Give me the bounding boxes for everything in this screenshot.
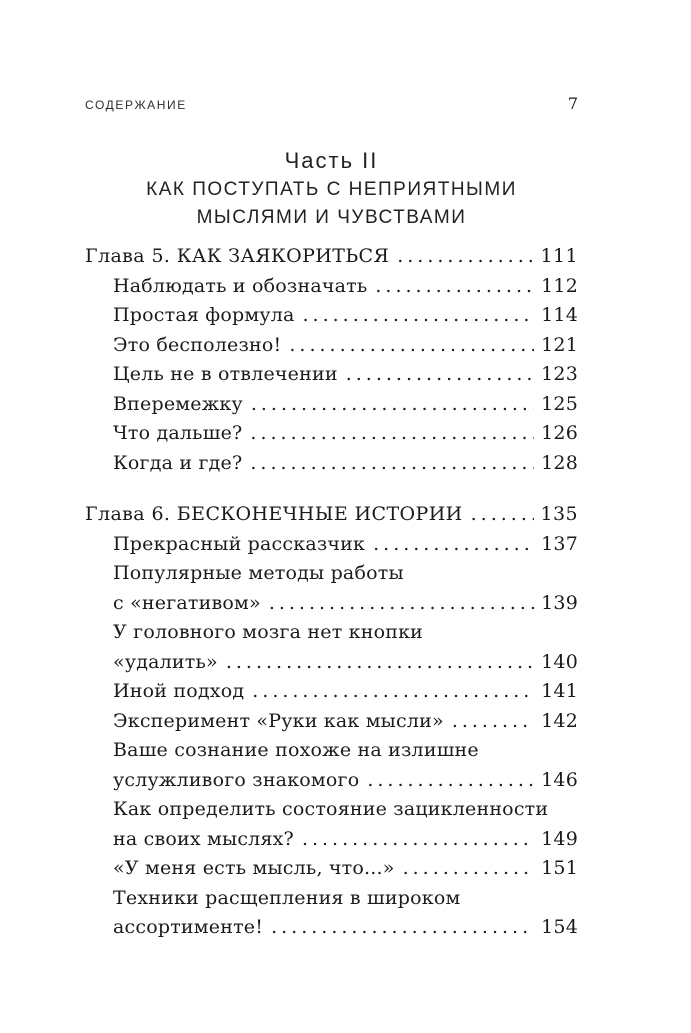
- dot-leader: [302, 825, 534, 855]
- toc-page-number: 114: [541, 304, 578, 326]
- dot-leader: [403, 854, 535, 884]
- part-heading: [85, 146, 578, 232]
- toc-page-number: 140: [541, 650, 578, 673]
- toc-page-number: 123: [541, 363, 578, 385]
- toc-entry-text: услужливого знакомого: [113, 768, 360, 791]
- dot-leader: [303, 301, 535, 331]
- part-heading-line3: МЫСЛЯМИ И ЧУВСТВАМИ: [196, 207, 467, 228]
- toc-entry-text: Иной подход: [113, 680, 245, 702]
- toc-entry-line: [113, 736, 578, 766]
- toc-entry-line: [113, 419, 578, 449]
- toc-page-number: 128: [541, 451, 578, 474]
- toc-entry-line: [113, 589, 578, 619]
- toc-page-number: 126: [541, 422, 578, 444]
- toc-chapter-entry: [85, 242, 578, 272]
- dot-leader: [271, 913, 534, 943]
- toc-entry-text: Эксперимент «Руки как мысли»: [113, 709, 444, 732]
- toc-page-number: 137: [541, 532, 578, 555]
- toc-entry-text: Прекрасный рассказчик: [113, 532, 366, 555]
- toc-entry-line: [85, 500, 578, 530]
- toc-entry: [85, 795, 578, 854]
- toc-entry-text: на своих мыслях?: [113, 827, 294, 850]
- dot-leader: [250, 449, 534, 479]
- toc-entry: [85, 736, 578, 795]
- toc-entry-line: [113, 766, 578, 796]
- toc-entry-line: [113, 530, 578, 560]
- toc-entry-text: У головного мозга нет кнопки: [113, 621, 424, 643]
- toc-entry-text: Когда и где?: [113, 451, 243, 474]
- toc-entry: [85, 390, 578, 420]
- toc-entry-text: Глава 6. БЕСКОНЕЧНЫЕ ИСТОРИИ: [85, 503, 463, 525]
- page-number: 7: [567, 94, 578, 113]
- toc-entry-line: [113, 854, 578, 884]
- toc-entry: [85, 559, 578, 618]
- toc-entry: [85, 301, 578, 331]
- toc-entry-line: [113, 331, 578, 361]
- toc-entry-text: Цель не в отвлечении: [113, 363, 338, 385]
- toc-entry-text: Популярные методы работы: [113, 562, 404, 584]
- toc-entry-text: Глава 5. КАК ЗАЯКОРИТЬСЯ: [85, 245, 390, 267]
- toc-entry-text: Как определить состояние зацикленности: [113, 798, 549, 820]
- dot-leader: [226, 648, 534, 678]
- toc-entry-text: Ваше сознание похоже на излишне: [113, 739, 479, 761]
- dot-leader: [373, 530, 534, 560]
- toc-section: [85, 500, 578, 943]
- toc-entry: [85, 331, 578, 361]
- toc-entry-line: [113, 648, 578, 678]
- dot-leader: [289, 331, 534, 361]
- toc-entry-text: «У меня есть мысль, что...»: [113, 857, 395, 879]
- dot-leader: [252, 677, 534, 707]
- toc-entry-line: [113, 677, 578, 707]
- toc-entry-line: [113, 618, 578, 648]
- toc-entry: [85, 419, 578, 449]
- part-heading-line2: КАК ПОСТУПАТЬ С НЕПРИЯТНЫМИ: [146, 179, 517, 200]
- toc-entry-text: Простая формула: [113, 304, 295, 326]
- toc-entry: [85, 272, 578, 302]
- toc-entry-text: Наблюдать и обозначать: [113, 274, 368, 297]
- toc-entry-line: [113, 795, 578, 825]
- dot-leader: [452, 707, 534, 737]
- toc-page-number: 142: [541, 709, 578, 732]
- toc-page-number: 149: [541, 827, 578, 850]
- toc-entry-line: [113, 390, 578, 420]
- toc-entry-text: ассортименте!: [113, 916, 264, 938]
- toc-entry: [85, 884, 578, 943]
- toc-page-number: 151: [541, 857, 578, 879]
- toc-page-number: 154: [541, 916, 578, 938]
- toc-entry-line: [113, 301, 578, 331]
- toc-page-number: 146: [541, 768, 578, 791]
- toc-page-number: 141: [541, 680, 578, 702]
- dot-leader: [471, 500, 534, 530]
- toc-entry-line: [113, 825, 578, 855]
- toc-entry-text: Техники расщепления в широком: [113, 886, 461, 909]
- toc-entry-line: [113, 559, 578, 589]
- toc-entry-text: «удалить»: [113, 650, 218, 673]
- toc-entry: [85, 677, 578, 707]
- dot-leader: [397, 242, 533, 272]
- toc-entry: [85, 360, 578, 390]
- toc-entry-line: [85, 242, 578, 272]
- toc-page-number: 112: [541, 274, 578, 297]
- toc-entry-text: Что дальше?: [113, 422, 243, 444]
- toc-page-number: 111: [540, 245, 578, 267]
- toc-page-number: 125: [541, 392, 578, 415]
- dot-leader: [269, 589, 534, 619]
- dot-leader: [367, 766, 534, 796]
- toc-entry: [85, 854, 578, 884]
- dot-leader: [251, 390, 534, 420]
- toc-page-number: 135: [540, 503, 578, 525]
- toc-entry-line: [113, 272, 578, 302]
- toc-entry: [85, 618, 578, 677]
- toc-entry-line: [113, 449, 578, 479]
- toc-entry: [85, 707, 578, 737]
- toc-entry-text: Вперемежку: [113, 392, 243, 415]
- toc-page-number: 139: [541, 591, 578, 614]
- toc-entry-text: с «негативом»: [113, 591, 261, 614]
- dot-leader: [346, 360, 534, 390]
- toc-entry-line: [113, 913, 578, 943]
- toc-entry-line: [113, 884, 578, 914]
- toc-list: [85, 242, 578, 943]
- part-heading-line1: Часть II: [284, 148, 379, 173]
- toc-entry-line: [113, 360, 578, 390]
- toc-entry: [85, 449, 578, 479]
- toc-entry-line: [113, 707, 578, 737]
- running-head-title: СОДЕРЖАНИЕ: [85, 98, 187, 112]
- dot-leader: [375, 272, 534, 302]
- dot-leader: [250, 419, 534, 449]
- toc-section: [85, 242, 578, 478]
- toc-entry: [85, 530, 578, 560]
- toc-chapter-entry: [85, 500, 578, 530]
- toc-entry-text: Это бесполезно!: [113, 333, 282, 356]
- toc-page-number: 121: [541, 333, 578, 356]
- running-head: [85, 94, 578, 113]
